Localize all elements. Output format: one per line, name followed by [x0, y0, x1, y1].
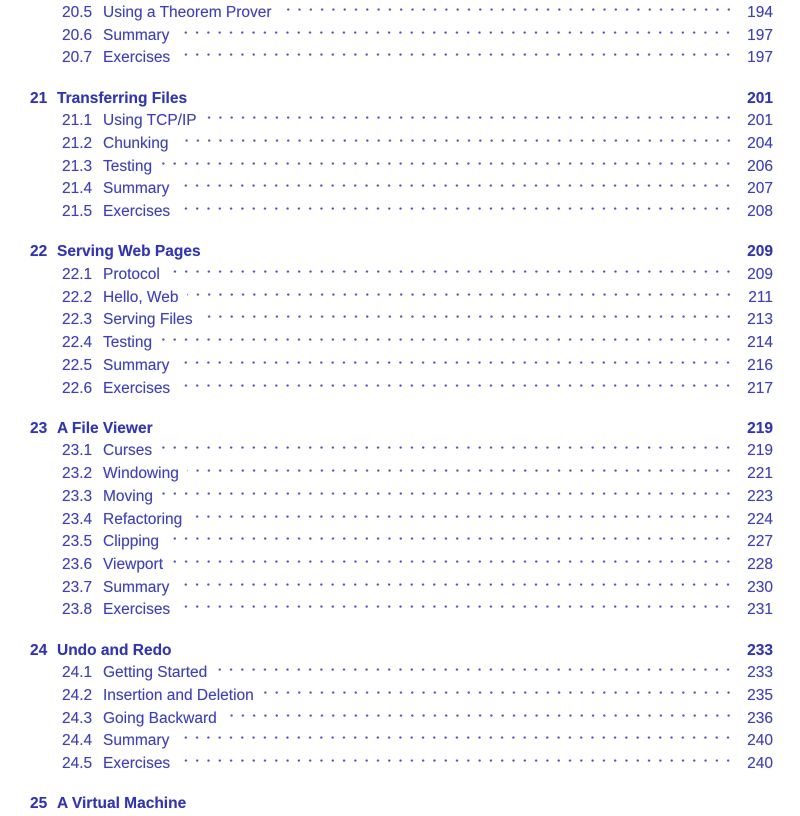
- section-number: 21.3: [62, 157, 93, 175]
- chapter-page-number: 233: [747, 641, 773, 659]
- section-number: 20.5: [62, 4, 93, 21]
- section-page-number: 219: [747, 442, 773, 460]
- section-page-number: 236: [747, 709, 773, 727]
- toc-section-entry[interactable]: [30, 708, 773, 731]
- section-number: 21.1: [62, 112, 93, 130]
- chapter-number: 23: [30, 419, 48, 437]
- dot-leader: [160, 440, 734, 463]
- chapter-title: Serving Web Pages: [57, 243, 201, 261]
- dot-leader: [177, 25, 734, 48]
- section-page-number: 223: [747, 487, 773, 505]
- chapter-page-number: 219: [747, 419, 773, 437]
- section-title: Curses: [103, 442, 153, 460]
- section-title: Windowing: [103, 465, 179, 483]
- toc-section-entry[interactable]: [30, 309, 773, 332]
- section-page-number: 194: [747, 4, 773, 21]
- section-number: 24.5: [62, 755, 93, 773]
- section-page-number: 221: [747, 465, 773, 483]
- section-page-number: 230: [747, 578, 773, 596]
- toc-chapter-heading[interactable]: [30, 88, 773, 111]
- section-number: 20.7: [62, 49, 93, 67]
- section-page-number: 197: [747, 49, 773, 67]
- toc-section-entry[interactable]: [30, 264, 773, 287]
- dot-leader: [215, 662, 734, 685]
- toc-section-entry[interactable]: [30, 662, 773, 685]
- toc-section-entry[interactable]: [30, 156, 773, 179]
- toc-chapter-heading[interactable]: [30, 241, 773, 264]
- section-title: Getting Started: [103, 664, 208, 682]
- dot-leader: [187, 463, 734, 486]
- section-number: 24.4: [62, 732, 93, 750]
- section-page-number: 228: [747, 555, 773, 573]
- section-title: Exercises: [103, 379, 171, 397]
- section-number: 21.2: [62, 135, 93, 153]
- dot-leader: [167, 531, 734, 554]
- chapter-page-number: 201: [747, 89, 773, 107]
- dot-leader: [177, 178, 734, 201]
- chapter-title: Transferring Files: [57, 89, 188, 107]
- section-title: Insertion and Deletion: [103, 686, 254, 704]
- section-number: 21.5: [62, 203, 93, 221]
- section-title: Summary: [103, 26, 170, 44]
- section-number: 24.2: [62, 686, 93, 704]
- section-number: 20.6: [62, 26, 93, 44]
- toc-section-entry[interactable]: [30, 509, 773, 532]
- dot-leader: [178, 378, 734, 401]
- section-number: 23.7: [62, 578, 93, 596]
- toc-section-entry[interactable]: [30, 201, 773, 224]
- section-number: 23.2: [62, 465, 93, 483]
- chapter-number: 25: [30, 795, 48, 813]
- section-page-number: 240: [747, 732, 773, 750]
- section-title: Moving: [103, 487, 153, 505]
- section-title: Exercises: [103, 203, 171, 221]
- section-title: Summary: [103, 356, 170, 374]
- toc-section-entry[interactable]: [30, 178, 773, 201]
- section-title: Viewport: [103, 555, 164, 573]
- section-number: 22.2: [62, 288, 93, 306]
- chapter-number: 24: [30, 641, 48, 659]
- section-page-number: 214: [747, 334, 773, 352]
- section-title: Going Backward: [103, 709, 217, 727]
- dot-leader: [225, 708, 734, 731]
- section-page-number: 224: [747, 510, 773, 528]
- section-title: Exercises: [103, 601, 171, 619]
- dot-leader: [177, 577, 734, 600]
- dot-leader: [280, 2, 734, 25]
- toc-section-entry[interactable]: [30, 531, 773, 554]
- toc-section-entry[interactable]: [30, 440, 773, 463]
- section-page-number: 208: [747, 203, 773, 221]
- toc-section-entry[interactable]: [30, 599, 773, 622]
- section-page-number: 233: [747, 664, 773, 682]
- toc-section-entry[interactable]: [30, 287, 773, 310]
- section-title: Using TCP/IP: [103, 112, 197, 130]
- toc-section-entry[interactable]: [30, 577, 773, 600]
- toc-section-entry[interactable]: [30, 110, 773, 133]
- toc-section-entry[interactable]: [30, 2, 773, 25]
- chapter-page-number: 209: [747, 243, 773, 261]
- dot-leader: [160, 156, 734, 179]
- toc-section-entry[interactable]: [30, 463, 773, 486]
- toc-section-entry[interactable]: [30, 753, 773, 776]
- dot-leader: [178, 599, 734, 622]
- toc-section-entry[interactable]: [30, 25, 773, 48]
- section-title: Exercises: [103, 755, 171, 773]
- toc-chapter-heading[interactable]: [30, 793, 773, 816]
- section-number: 23.8: [62, 601, 93, 619]
- section-page-number: 216: [747, 356, 773, 374]
- section-page-number: 240: [747, 755, 773, 773]
- section-page-number: 197: [747, 26, 773, 44]
- section-number: 23.1: [62, 442, 93, 460]
- toc-section-entry[interactable]: [30, 685, 773, 708]
- dot-leader: [187, 287, 734, 310]
- chapter-title: A File Viewer: [57, 419, 153, 437]
- section-number: 23.4: [62, 510, 93, 528]
- toc-section-entry[interactable]: [30, 730, 773, 753]
- section-title: Testing: [103, 334, 153, 352]
- toc-section-entry[interactable]: [30, 378, 773, 401]
- toc-section-entry[interactable]: [30, 133, 773, 156]
- dot-leader: [201, 309, 734, 332]
- dot-leader: [190, 509, 734, 532]
- toc-section-entry[interactable]: [30, 554, 773, 577]
- chapter-title: A Virtual Machine: [57, 795, 187, 813]
- section-number: 24.3: [62, 709, 93, 727]
- chapter-number: 21: [30, 89, 48, 107]
- dot-leader: [168, 264, 734, 287]
- dot-leader: [205, 110, 734, 133]
- section-page-number: 231: [747, 601, 773, 619]
- section-page-number: 217: [747, 379, 773, 397]
- dot-leader: [178, 753, 734, 776]
- toc-chapter-heading[interactable]: [30, 640, 773, 663]
- section-number: 22.5: [62, 356, 93, 374]
- section-number: 22.3: [62, 311, 93, 329]
- section-page-number: 213: [747, 311, 773, 329]
- section-title: Protocol: [103, 266, 160, 284]
- section-title: Summary: [103, 578, 170, 596]
- toc-section-entry[interactable]: [30, 355, 773, 378]
- section-number: 21.4: [62, 180, 93, 198]
- section-page-number: 201: [747, 112, 773, 130]
- section-page-number: 211: [748, 288, 773, 306]
- section-page-number: 209: [747, 266, 773, 284]
- section-title: Summary: [103, 180, 170, 198]
- section-title: Summary: [103, 732, 170, 750]
- section-page-number: 207: [747, 180, 773, 198]
- section-number: 22.4: [62, 334, 93, 352]
- section-number: 22.6: [62, 379, 93, 397]
- dot-leader: [160, 332, 734, 355]
- chapter-title: Undo and Redo: [57, 641, 172, 659]
- section-number: 24.1: [62, 664, 93, 682]
- section-page-number: 206: [747, 157, 773, 175]
- section-title: Clipping: [103, 533, 160, 551]
- section-number: 23.5: [62, 533, 93, 551]
- toc-section-entry[interactable]: [30, 486, 773, 509]
- section-title: Using a Theorem Prover: [103, 4, 272, 21]
- dot-leader: [177, 730, 734, 753]
- section-title: Chunking: [103, 135, 169, 153]
- toc-section-entry[interactable]: [30, 332, 773, 355]
- dot-leader: [177, 133, 735, 156]
- section-title: Testing: [103, 157, 153, 175]
- section-page-number: 204: [747, 135, 773, 153]
- section-title: Hello, Web: [103, 288, 179, 306]
- toc-section-entry[interactable]: [30, 47, 773, 70]
- section-number: 22.1: [62, 266, 93, 284]
- section-number: 23.6: [62, 555, 93, 573]
- section-title: Refactoring: [103, 510, 183, 528]
- dot-leader: [177, 355, 734, 378]
- dot-leader: [171, 554, 734, 577]
- chapter-number: 22: [30, 243, 48, 261]
- dot-leader: [178, 201, 734, 224]
- section-page-number: 227: [747, 533, 773, 551]
- dot-leader: [161, 486, 734, 509]
- section-title: Exercises: [103, 49, 171, 67]
- dot-leader: [178, 47, 734, 70]
- section-page-number: 235: [747, 686, 773, 704]
- section-title: Serving Files: [103, 311, 193, 329]
- toc-chapter-heading[interactable]: [30, 418, 773, 441]
- dot-leader: [262, 685, 734, 708]
- section-number: 23.3: [62, 487, 93, 505]
